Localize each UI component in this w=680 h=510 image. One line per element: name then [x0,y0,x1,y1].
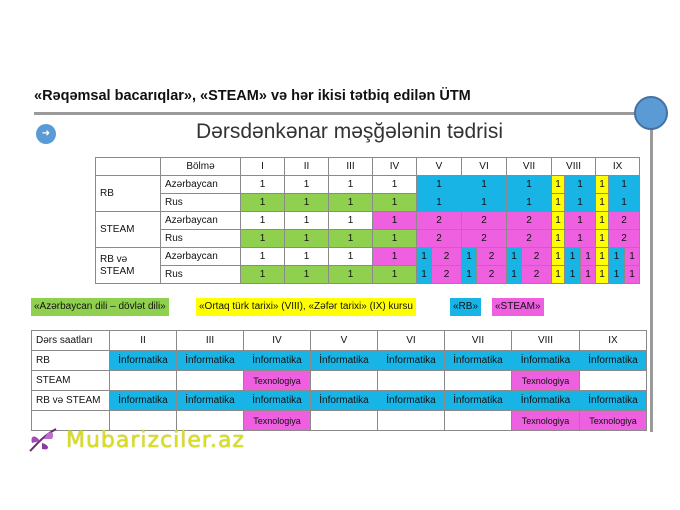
legend-green: «Azərbaycan dili – dövlət dili» [31,298,169,316]
row-label: RB [32,351,110,371]
hours-cell: 1 [373,266,417,284]
hours-cell: 1 [329,176,373,194]
header-grade: VI [462,158,507,176]
hours-cell: 1 [373,248,417,266]
subject-cell: İnformatika [311,351,378,371]
header-grade: II [110,331,177,351]
hours-cell: 1 [417,194,462,212]
table-row [32,391,647,411]
header-grade: IX [596,158,640,176]
hours-cell: 2 [609,230,640,248]
subject-cell [445,371,512,391]
header-grade: IV [373,158,417,176]
header-grade: V [417,158,462,176]
hours-cell: 1 [581,248,596,266]
header-grade: III [329,158,373,176]
hours-cell: 2 [477,266,507,284]
table-row [96,230,640,248]
hours-cell: 2 [507,230,552,248]
section-subtitle: Dərsdənkənar məşğələnin tədrisi [196,120,503,143]
hours-cell: 1 [329,194,373,212]
hours-cell: 1 [417,176,462,194]
hours-cell: 1 [285,194,329,212]
hours-cell: 1 [241,212,285,230]
subject-cell: İnformatika [378,391,445,411]
row-language: Rus [161,230,241,248]
subject-cell: İnformatika [445,391,512,411]
hours-cell: 2 [417,230,462,248]
row-group-label: RB və STEAM [96,248,161,284]
hours-cell: 1 [285,212,329,230]
hours-cell: 1 [373,230,417,248]
row-language: Azərbaycan [161,212,241,230]
subject-cell: Texnologiya [512,371,580,391]
hours-cell: 1 [329,248,373,266]
subject-cell [580,371,647,391]
subject-cell: İnformatika [512,351,580,371]
header-grade: II [285,158,329,176]
hours-cell: 1 [565,248,581,266]
header-grade: IX [580,331,647,351]
subject-cell [177,371,244,391]
hours-cell: 1 [285,266,329,284]
subject-cell: İnformatika [244,351,311,371]
hours-cell: 1 [241,266,285,284]
hours-cell: 2 [477,248,507,266]
subject-cell: İnformatika [580,351,647,371]
row-language: Rus [161,194,241,212]
hours-cell: 1 [507,248,522,266]
hours-cell: 1 [609,194,640,212]
hours-cell: 1 [552,176,565,194]
hours-cell: 1 [462,248,477,266]
table-row [96,176,640,194]
subject-cell: İnformatika [177,351,244,371]
header-section: Bölmə [161,158,241,176]
hours-cell: 1 [596,248,609,266]
hours-cell: 1 [507,176,552,194]
hours-cell: 1 [552,266,565,284]
legend-pink: «STEAM» [492,298,544,316]
hours-cell: 1 [596,194,609,212]
hours-cell: 2 [522,266,552,284]
subject-cell: İnformatika [110,351,177,371]
row-label: RB və STEAM [32,391,110,411]
hours-cell: 1 [462,194,507,212]
divider-line [34,112,668,115]
header-grade: VII [507,158,552,176]
hours-table [95,157,640,284]
row-group-label: RB [96,176,161,212]
hours-cell: 1 [609,248,625,266]
hours-cell: 1 [373,194,417,212]
table-row [96,266,640,284]
header-grade: VII [445,331,512,351]
subject-cell: Texnologiya [580,411,647,431]
hours-cell: 1 [552,230,565,248]
hours-cell: 1 [552,194,565,212]
subject-cell: Texnologiya [244,411,311,431]
hours-cell: 1 [625,266,640,284]
subject-cell [311,371,378,391]
table-row [32,351,647,371]
hours-cell: 1 [507,194,552,212]
subject-cell: İnformatika [177,391,244,411]
row-label: STEAM [32,371,110,391]
hours-cell: 1 [565,176,596,194]
hours-cell: 1 [329,230,373,248]
hours-cell: 1 [241,230,285,248]
subject-cell: İnformatika [244,391,311,411]
row-language: Azərbaycan [161,176,241,194]
subject-cell: İnformatika [378,351,445,371]
hours-cell: 2 [609,212,640,230]
hours-cell: 1 [552,248,565,266]
hours-cell: 1 [417,248,432,266]
hours-cell: 2 [432,266,462,284]
hours-cell: 1 [596,176,609,194]
subject-cell [110,371,177,391]
header-grade: VI [378,331,445,351]
hours-cell: 1 [241,248,285,266]
row-language: Azərbaycan [161,248,241,266]
vertical-line [650,112,653,432]
hours-cell: 2 [432,248,462,266]
subject-cell: Texnologiya [512,411,580,431]
hours-cell: 1 [373,176,417,194]
hours-cell: 1 [373,212,417,230]
hours-cell: 1 [285,230,329,248]
subject-cell: İnformatika [110,391,177,411]
header-grade: III [177,331,244,351]
subject-cell: Texnologiya [244,371,311,391]
hours-cell: 1 [507,266,522,284]
table-row [32,371,647,391]
hours-cell: 1 [417,266,432,284]
subject-cell: İnformatika [311,391,378,411]
decor-circle [634,96,668,130]
header-grade: I [241,158,285,176]
subject-cell: İnformatika [445,351,512,371]
legend-yellow: «Ortaq türk tarixi» (VIII), «Zəfər tarixi» (IX) kursu [196,298,416,316]
hours-cell: 2 [417,212,462,230]
hours-cell: 1 [285,176,329,194]
subject-cell [311,411,378,431]
header-grade: VIII [552,158,596,176]
table-row [96,212,640,230]
header-label: Dərs saatları [32,331,110,351]
subject-cell [378,411,445,431]
header-blank [96,158,161,176]
header-grade: IV [244,331,311,351]
header-grade: V [311,331,378,351]
subject-cell: İnformatika [512,391,580,411]
hours-cell: 1 [581,266,596,284]
hours-cell: 1 [241,194,285,212]
hours-cell: 1 [565,230,596,248]
hours-cell: 1 [329,212,373,230]
header-grade: VIII [512,331,580,351]
hours-cell: 1 [565,212,596,230]
watermark-text: Mubarizciler.az [66,428,245,453]
hours-cell: 2 [462,212,507,230]
subject-cell [445,411,512,431]
hours-cell: 1 [625,248,640,266]
table-row [96,194,640,212]
hours-cell: 1 [552,212,565,230]
hours-cell: 2 [462,230,507,248]
hours-cell: 1 [565,194,596,212]
subject-cell [378,371,445,391]
hours-cell: 2 [507,212,552,230]
legend-blue: «RB» [450,298,481,316]
lesson-hours-table [31,330,647,431]
hours-cell: 1 [609,266,625,284]
hours-cell: 1 [596,212,609,230]
slide-title: «Rəqəmsal bacarıqlar», «STEAM» və hər ikisi tətbiq edilən ÜTM [34,88,471,104]
hours-cell: 1 [565,266,581,284]
hours-cell: 1 [241,176,285,194]
flower-logo-icon [26,425,66,455]
hours-cell: 1 [596,266,609,284]
arrow-right-icon[interactable]: ➜ [36,124,56,144]
hours-cell: 1 [596,230,609,248]
hours-cell: 1 [285,248,329,266]
row-group-label: STEAM [96,212,161,248]
hours-cell: 1 [462,266,477,284]
subject-cell: İnformatika [580,391,647,411]
hours-cell: 2 [522,248,552,266]
hours-cell: 1 [329,266,373,284]
hours-cell: 1 [462,176,507,194]
hours-cell: 1 [609,176,640,194]
row-language: Rus [161,266,241,284]
table-row [96,248,640,266]
